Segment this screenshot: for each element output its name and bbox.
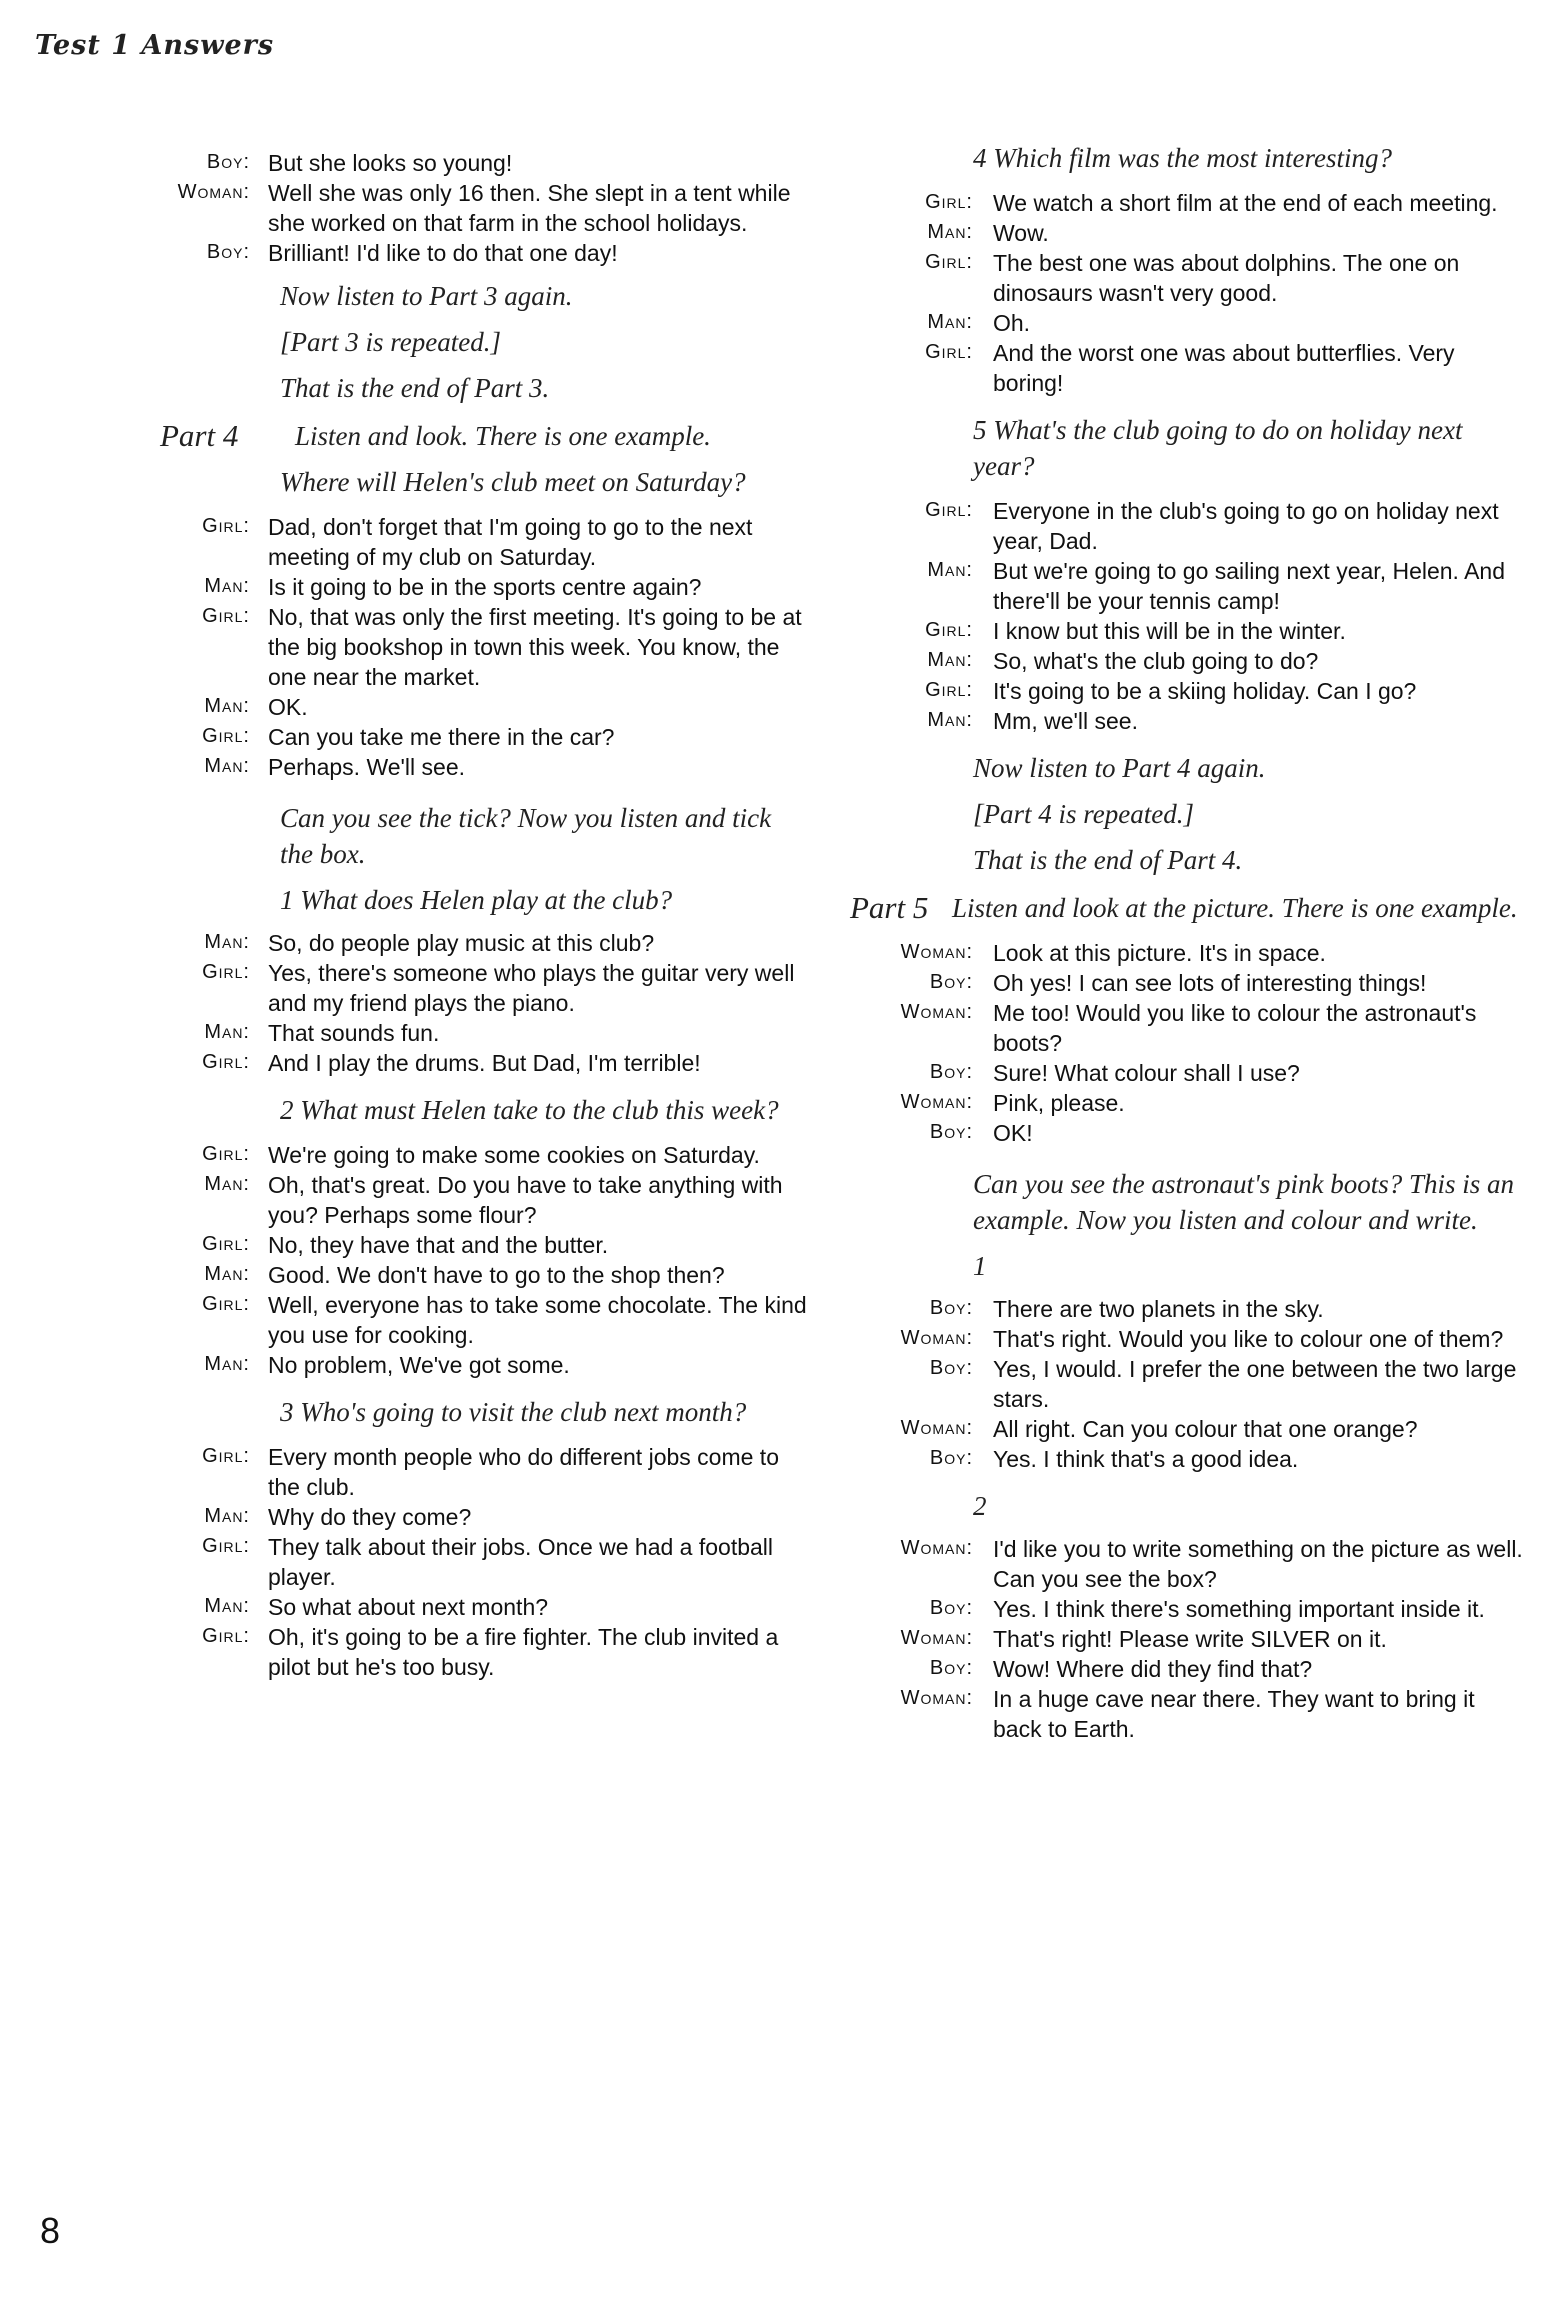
speaker-label: Girl: (202, 1293, 250, 1315)
speaker-label: Woman: (900, 1627, 973, 1649)
stage-direction: Where will Helen's club meet on Saturday? (280, 467, 746, 497)
dialogue-text: Brilliant! I'd like to do that one day! (268, 240, 618, 266)
stage-direction: Can you see the astronaut's pink boots? This is an example. Now you listen and colour and write. (973, 1169, 1515, 1235)
speaker-label: Man: (204, 931, 250, 953)
speaker-label: Boy: (929, 1657, 973, 1679)
dialogue-line (130, 1442, 810, 1502)
dialogue-line (855, 706, 1525, 736)
part-label: Part 4 (160, 418, 239, 453)
speaker-label: Boy: (206, 241, 250, 263)
dialogue-text: All right. Can you colour that one orange? (993, 1416, 1418, 1442)
stage-direction: That is the end of Part 4. (973, 845, 1243, 875)
dialogue-text: Yes, I would. I prefer the one between the two large stars. (993, 1356, 1517, 1412)
dialogue-text: Every month people who do different jobs come to the club. (268, 1444, 779, 1500)
stage-direction: 1 What does Helen play at the club? (280, 885, 673, 915)
stage-direction: 3 Who's going to visit the club next month? (280, 1397, 747, 1427)
dialogue-line (855, 556, 1525, 616)
speaker-label: Girl: (202, 605, 250, 627)
dialogue-line (855, 1624, 1525, 1654)
dialogue-line (855, 1088, 1525, 1118)
speaker-label: Woman: (900, 1091, 973, 1113)
dialogue-line (130, 1140, 810, 1170)
dialogue-line (855, 338, 1525, 398)
dialogue-text: In a huge cave near there. They want to bring it back to Earth. (993, 1686, 1475, 1742)
speaker-label: Man: (204, 695, 250, 717)
speaker-label: Boy: (929, 971, 973, 993)
dialogue-text: Well, everyone has to take some chocolate. The kind you use for cooking. (268, 1292, 807, 1348)
dialogue-line (130, 238, 810, 268)
speaker-label: Girl: (202, 515, 250, 537)
dialogue-text: That's right! Please write SILVER on it. (993, 1626, 1387, 1652)
stage-direction: [Part 3 is repeated.] (280, 327, 501, 357)
speaker-label: Man: (204, 1595, 250, 1617)
speaker-label: Man: (204, 755, 250, 777)
stage-direction: 5 What's the club going to do on holiday next year? (973, 415, 1463, 481)
dialogue-text: Oh. (993, 310, 1031, 336)
part-instruction: Listen and look. There is one example. (295, 421, 711, 451)
dialogue-line (130, 178, 810, 238)
dialogue-text: Dad, don't forget that I'm going to go to the next meeting of my club on Saturday. (268, 514, 753, 570)
dialogue-text: Oh yes! I can see lots of interesting things! (993, 970, 1427, 996)
dialogue-line (855, 938, 1525, 968)
dialogue-line (130, 1350, 810, 1380)
dialogue-text: So, what's the club going to do? (993, 648, 1319, 674)
dialogue-text: That sounds fun. (268, 1020, 440, 1046)
dialogue-text: Yes. I think there's something important inside it. (993, 1596, 1485, 1622)
dialogue-line (855, 1294, 1525, 1324)
dialogue-text: Wow. (993, 220, 1049, 246)
dialogue-text: So what about next month? (268, 1594, 549, 1620)
running-head: Test 1 Answers (35, 30, 275, 61)
speaker-label: Girl: (202, 725, 250, 747)
dialogue-line (130, 1290, 810, 1350)
speaker-label: Girl: (202, 1625, 250, 1647)
dialogue-line (130, 1018, 810, 1048)
stage-direction: Now listen to Part 4 again. (973, 753, 1266, 783)
dialogue-line (130, 1048, 810, 1078)
speaker-label: Girl: (925, 679, 973, 701)
speaker-label: Man: (204, 1353, 250, 1375)
stage-direction: [Part 4 is repeated.] (973, 799, 1194, 829)
dialogue-line (130, 752, 810, 782)
speaker-label: Girl: (202, 1233, 250, 1255)
dialogue-text: So, do people play music at this club? (268, 930, 655, 956)
speaker-label: Girl: (925, 251, 973, 273)
dialogue-text: But we're going to go sailing next year, Helen. And there'll be your tennis camp! (993, 558, 1505, 614)
speaker-label: Girl: (925, 341, 973, 363)
dialogue-text: Me too! Would you like to colour the astronaut's boots? (993, 1000, 1477, 1056)
dialogue-text: Is it going to be in the sports centre again? (268, 574, 702, 600)
dialogue-text: Perhaps. We'll see. (268, 754, 466, 780)
dialogue-text: Everyone in the club's going to go on holiday next year, Dad. (993, 498, 1499, 554)
dialogue-line (855, 1354, 1525, 1414)
dialogue-line (130, 692, 810, 722)
dialogue-line (855, 1058, 1525, 1088)
dialogue-text: OK. (268, 694, 308, 720)
speaker-label: Woman: (900, 1001, 973, 1023)
dialogue-text: We're going to make some cookies on Saturday. (268, 1142, 760, 1168)
dialogue-text: And the worst one was about butterflies. Very boring! (993, 340, 1455, 396)
dialogue-line (130, 1230, 810, 1260)
speaker-label: Girl: (202, 1143, 250, 1165)
stage-direction: 2 What must Helen take to the club this week? (280, 1095, 779, 1125)
dialogue-line (855, 218, 1525, 248)
speaker-label: Girl: (925, 619, 973, 641)
dialogue-text: Pink, please. (993, 1090, 1125, 1116)
dialogue-line (855, 1534, 1525, 1594)
dialogue-line (130, 722, 810, 752)
dialogue-line (855, 1414, 1525, 1444)
speaker-label: Girl: (202, 1051, 250, 1073)
dialogue-text: But she looks so young! (268, 150, 513, 176)
dialogue-text: Yes. I think that's a good idea. (993, 1446, 1299, 1472)
dialogue-text: Oh, that's great. Do you have to take anything with you? Perhaps some flour? (268, 1172, 783, 1228)
dialogue-line (130, 1622, 810, 1682)
speaker-label: Girl: (202, 1445, 250, 1467)
dialogue-line (855, 1684, 1525, 1744)
dialogue-line (855, 676, 1525, 706)
dialogue-line (130, 1170, 810, 1230)
dialogue-text: Look at this picture. It's in space. (993, 940, 1326, 966)
dialogue-line (855, 308, 1525, 338)
speaker-label: Boy: (929, 1447, 973, 1469)
speaker-label: Man: (927, 649, 973, 671)
speaker-label: Man: (204, 1173, 250, 1195)
speaker-label: Girl: (202, 961, 250, 983)
speaker-label: Boy: (206, 151, 250, 173)
dialogue-line (855, 998, 1525, 1058)
dialogue-line (130, 148, 810, 178)
speaker-label: Woman: (900, 1537, 973, 1559)
dialogue-line (855, 1594, 1525, 1624)
part-heading (130, 418, 810, 454)
dialogue-line (855, 1324, 1525, 1354)
dialogue-text: That's right. Would you like to colour one of them? (993, 1326, 1504, 1352)
speaker-label: Woman: (900, 941, 973, 963)
dialogue-text: It's going to be a skiing holiday. Can I go? (993, 678, 1417, 704)
speaker-label: Man: (204, 1263, 250, 1285)
dialogue-line (130, 928, 810, 958)
dialogue-text: The best one was about dolphins. The one on dinosaurs wasn't very good. (993, 250, 1460, 306)
stage-direction: Now listen to Part 3 again. (280, 281, 573, 311)
part-instruction: Listen and look at the picture. There is one example. (952, 893, 1518, 923)
dialogue-text: And I play the drums. But Dad, I'm terrible! (268, 1050, 701, 1076)
speaker-label: Woman: (177, 181, 250, 203)
speaker-label: Man: (927, 559, 973, 581)
part-label: Part 5 (850, 890, 929, 925)
stage-direction: That is the end of Part 3. (280, 373, 550, 403)
speaker-label: Boy: (929, 1121, 973, 1143)
dialogue-text: Wow! Where did they find that? (993, 1656, 1313, 1682)
page-number: 8 (40, 2210, 61, 2251)
speaker-label: Boy: (929, 1297, 973, 1319)
dialogue-line (855, 248, 1525, 308)
dialogue-line (855, 188, 1525, 218)
dialogue-line (130, 958, 810, 1018)
speaker-label: Woman: (900, 1417, 973, 1439)
speaker-label: Boy: (929, 1597, 973, 1619)
dialogue-text: Well she was only 16 then. She slept in a tent while she worked on that farm in the school holidays. (268, 180, 791, 236)
dialogue-line (130, 1592, 810, 1622)
dialogue-text: No problem, We've got some. (268, 1352, 570, 1378)
dialogue-text: Why do they come? (268, 1504, 472, 1530)
dialogue-line (130, 572, 810, 602)
speaker-label: Woman: (900, 1687, 973, 1709)
stage-direction: Can you see the tick? Now you listen and tick the box. (280, 803, 772, 869)
stage-direction: 1 (973, 1251, 987, 1281)
speaker-label: Man: (204, 575, 250, 597)
dialogue-line (855, 1654, 1525, 1684)
dialogue-line (855, 496, 1525, 556)
stage-direction: 4 Which film was the most interesting? (973, 143, 1392, 173)
speaker-label: Boy: (929, 1061, 973, 1083)
stage-direction: 2 (973, 1491, 987, 1521)
speaker-label: Boy: (929, 1357, 973, 1379)
dialogue-text: Mm, we'll see. (993, 708, 1138, 734)
speaker-label: Man: (927, 221, 973, 243)
dialogue-line (855, 616, 1525, 646)
dialogue-line (130, 1260, 810, 1290)
dialogue-text: OK! (993, 1120, 1033, 1146)
speaker-label: Girl: (202, 1535, 250, 1557)
speaker-label: Man: (204, 1021, 250, 1043)
speaker-label: Girl: (925, 191, 973, 213)
dialogue-line (855, 1444, 1525, 1474)
dialogue-text: No, they have that and the butter. (268, 1232, 609, 1258)
dialogue-line (130, 1502, 810, 1532)
dialogue-line (855, 1118, 1525, 1148)
dialogue-text: Yes, there's someone who plays the guitar very well and my friend plays the piano. (268, 960, 795, 1016)
speaker-label: Man: (927, 311, 973, 333)
speaker-label: Man: (927, 709, 973, 731)
dialogue-line (855, 646, 1525, 676)
speaker-label: Girl: (925, 499, 973, 521)
dialogue-text: We watch a short film at the end of each meeting. (993, 190, 1498, 216)
right-column (850, 140, 1525, 1744)
dialogue-text: Can you take me there in the car? (268, 724, 615, 750)
dialogue-text: Oh, it's going to be a fire fighter. The club invited a pilot but he's too busy. (268, 1624, 779, 1680)
dialogue-line (130, 1532, 810, 1592)
dialogue-line (855, 968, 1525, 998)
dialogue-line (130, 602, 810, 692)
dialogue-text: They talk about their jobs. Once we had a football player. (268, 1534, 774, 1590)
part-heading (850, 890, 1525, 926)
dialogue-line (130, 512, 810, 572)
dialogue-text: I know but this will be in the winter. (993, 618, 1346, 644)
dialogue-text: There are two planets in the sky. (993, 1296, 1324, 1322)
dialogue-text: I'd like you to write something on the picture as well. Can you see the box? (993, 1536, 1523, 1592)
speaker-label: Man: (204, 1505, 250, 1527)
left-column (130, 140, 810, 1682)
dialogue-text: Sure! What colour shall I use? (993, 1060, 1300, 1086)
dialogue-text: Good. We don't have to go to the shop then? (268, 1262, 725, 1288)
dialogue-text: No, that was only the first meeting. It's going to be at the big bookshop in town this week. You know, the one near the market. (268, 604, 802, 690)
speaker-label: Woman: (900, 1327, 973, 1349)
